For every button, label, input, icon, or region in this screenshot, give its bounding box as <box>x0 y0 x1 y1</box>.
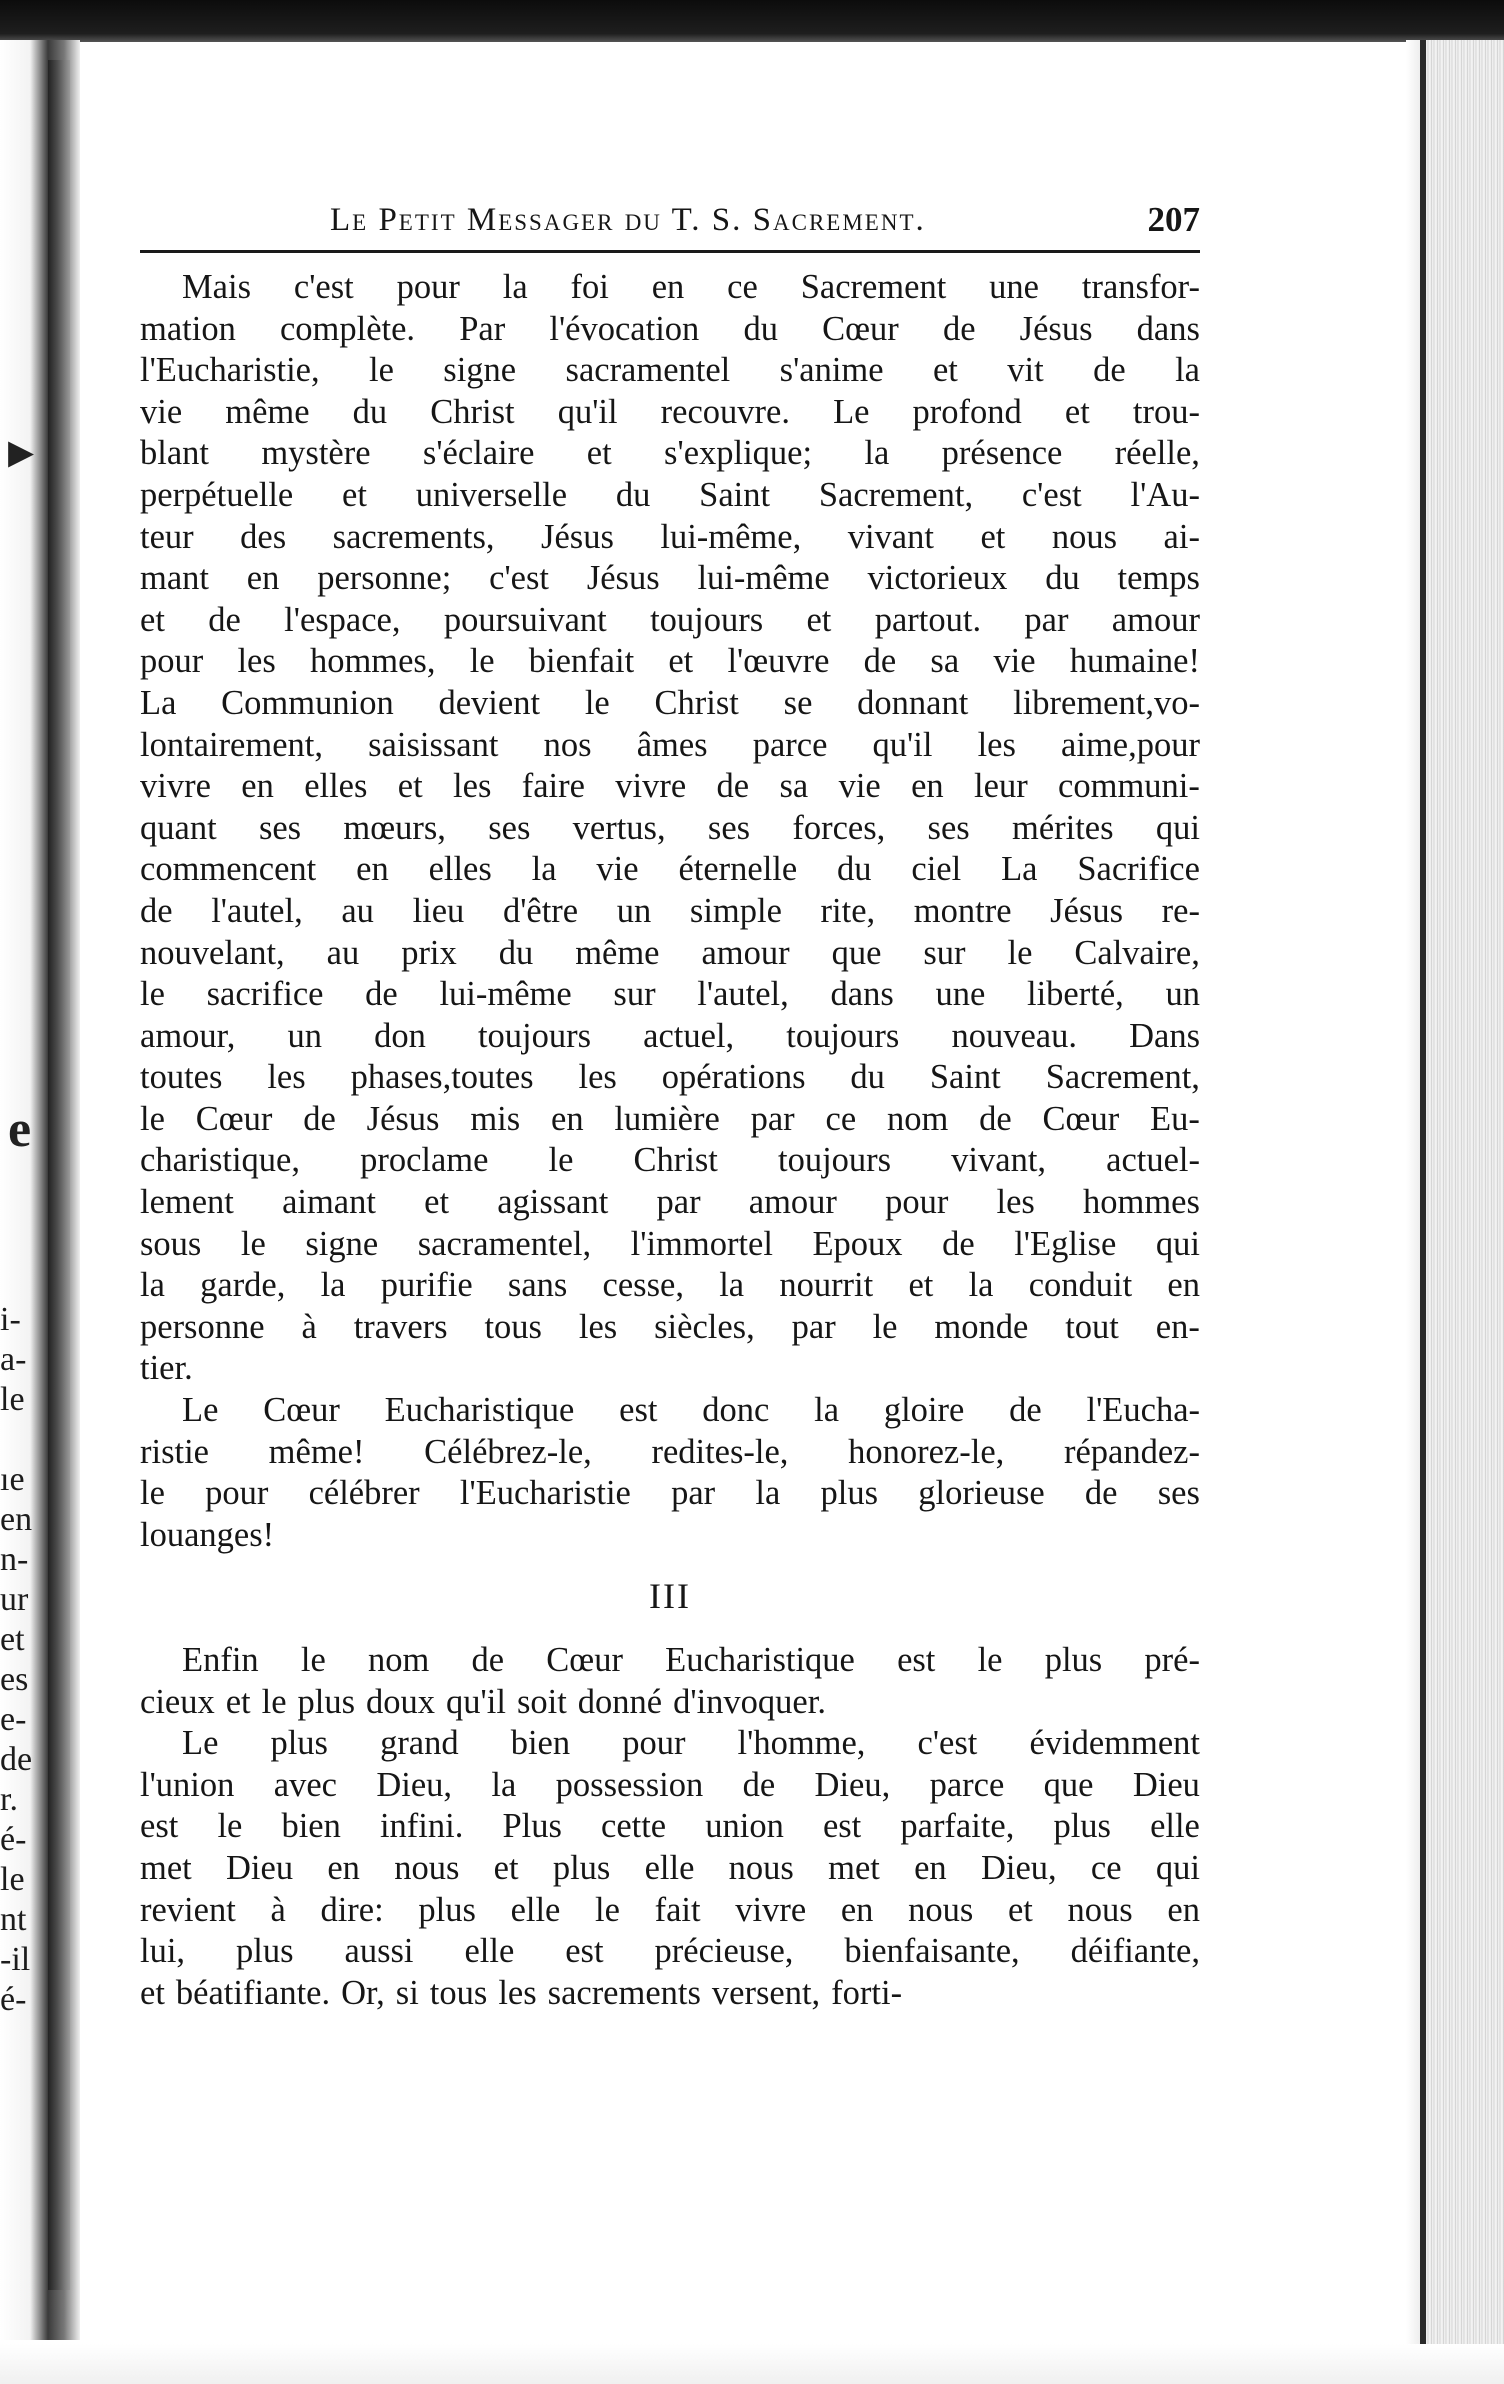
text-line: mant en personne; c'est Jésus lui-même victorieux du temps <box>140 559 1200 598</box>
text-line: le sacrifice de lui-même sur l'autel, dans une liberté, un <box>140 975 1200 1014</box>
text-line: lement aimant et agissant par amour pour les hommes <box>140 1183 1200 1222</box>
text-line: le pour célébrer l'Eucharistie par la plus glorieuse de ses <box>140 1474 1200 1513</box>
text-line: et de l'espace, poursuivant toujours et partout. par amour <box>140 600 1200 639</box>
scan-bottom-edge <box>0 2344 1504 2384</box>
text-line: le Cœur de Jésus mis en lumière par ce nom de Cœur Eu- <box>140 1099 1200 1138</box>
text-line: et béatifiante. Or, si tous les sacrements versent, forti- <box>140 1973 903 2012</box>
text-line: Mais c'est pour la foi en ce Sacrement une transfor- <box>182 268 1200 306</box>
previous-page-fragment: é- <box>0 1821 27 1858</box>
previous-page-fragment: le <box>0 1861 25 1898</box>
paragraph <box>140 1723 1200 2014</box>
text-line: l'Eucharistie, le signe sacramentel s'anime et vit de la <box>140 351 1200 390</box>
text-line: revient à dire: plus elle le fait vivre en nous et nous en <box>140 1890 1200 1929</box>
previous-page-fragment: -il <box>0 1941 31 1978</box>
text-line: La Communion devient le Christ se donnant librement,vo- <box>140 683 1200 722</box>
section-heading: III <box>649 1576 691 1617</box>
previous-page-fragments <box>0 1300 46 2020</box>
text-line: mation complète. Par l'évocation du Cœur de Jésus dans <box>140 309 1200 348</box>
previous-page-fragment: ur <box>0 1581 29 1618</box>
text-line: l'union avec Dieu, la possession de Dieu, parce que Dieu <box>140 1765 1200 1804</box>
text-line: quant ses mœurs, ses vertus, ses forces, ses mérites qui <box>140 808 1200 847</box>
text-line: Enfin le nom de Cœur Eucharistique est le plus pré- <box>182 1641 1200 1679</box>
text-line: vie même du Christ qu'il recouvre. Le profond et trou- <box>140 392 1200 431</box>
body-text <box>140 267 1200 2014</box>
running-head <box>140 190 1200 253</box>
stacked-page-edges <box>1420 40 1504 2384</box>
text-line: blant mystère s'éclaire et s'explique; la présence réelle, <box>140 434 1200 473</box>
previous-page-fragment: de <box>0 1741 33 1778</box>
previous-page-fragment: nt <box>0 1901 27 1938</box>
previous-page-fragment: e- <box>0 1701 27 1738</box>
text-line: nouvelant, au prix du même amour que sur le Calvaire, <box>140 933 1200 972</box>
previous-page-fragment <box>0 1420 46 1460</box>
text-line: louanges! <box>140 1515 275 1554</box>
text-line: amour, un don toujours actuel, toujours nouveau. Dans <box>140 1016 1200 1055</box>
text-line: toutes les phases,toutes les opérations du Saint Sacrement, <box>140 1058 1200 1097</box>
text-line: met Dieu en nous et plus elle nous met en Dieu, ce qui <box>140 1848 1200 1887</box>
page-number: 207 <box>1147 200 1200 239</box>
book-spine-shadow <box>48 60 70 2290</box>
previous-page-fragment: é- <box>0 1981 27 2018</box>
book-page <box>140 190 1200 2014</box>
text-line: ristie même! Célébrez-le, redites-le, honorez-le, répandez- <box>140 1432 1200 1471</box>
scan-top-edge <box>0 0 1504 42</box>
text-line: teur des sacrements, Jésus lui-même, vivant et nous ai- <box>140 517 1200 556</box>
text-line: sous le signe sacramentel, l'immortel Epoux de l'Eglise qui <box>140 1224 1200 1263</box>
text-line: vivre en elles et les faire vivre de sa vie en leur communi- <box>140 767 1200 806</box>
text-line: cieux et le plus doux qu'il soit donné d'invoquer. <box>140 1682 826 1721</box>
text-line: tier. <box>140 1349 193 1388</box>
previous-page-fragment: et <box>0 1621 25 1658</box>
text-line: lontairement, saisissant nos âmes parce qu'il les aime,pour <box>140 725 1200 764</box>
previous-page-fragment: a- <box>0 1341 27 1378</box>
text-line: de l'autel, au lieu d'être un simple rite, montre Jésus re- <box>140 891 1200 930</box>
text-line: Le plus grand bien pour l'homme, c'est évidemment <box>182 1724 1200 1763</box>
text-line: lui, plus aussi elle est précieuse, bienfaisante, déifiante, <box>140 1932 1200 1971</box>
previous-page-mark: e <box>8 1101 32 1158</box>
paragraph <box>140 267 1200 1390</box>
text-line: perpétuelle et universelle du Saint Sacrement, c'est l'Au- <box>140 475 1200 514</box>
text-line: est le bien infini. Plus cette union est parfaite, plus elle <box>140 1807 1200 1846</box>
paragraph <box>140 1390 1200 1556</box>
text-line: Le Cœur Eucharistique est donc la gloire de l'Eucha- <box>182 1391 1200 1430</box>
previous-page-fragment: ıe <box>0 1461 25 1498</box>
text-line: la garde, la purifie sans cesse, la nourrit et la conduit en <box>140 1266 1200 1305</box>
previous-page-fragment: i- <box>0 1301 21 1338</box>
previous-page-fragment: le <box>0 1381 25 1418</box>
previous-page-fragment: n- <box>0 1541 29 1578</box>
previous-page-fragment: en <box>0 1501 33 1538</box>
paragraph <box>140 1640 1200 1723</box>
text-line: pour les hommes, le bienfait et l'œuvre de sa vie humaine! <box>140 642 1200 681</box>
text-line: personne à travers tous les siècles, par le monde tout en- <box>140 1307 1200 1346</box>
text-line: charistique, proclame le Christ toujours vivant, actuel- <box>140 1141 1200 1180</box>
previous-page-mark: ▸ <box>8 423 35 480</box>
previous-page-fragment: r. <box>0 1781 18 1818</box>
text-line: commencent en elles la vie éternelle du ciel La Sacrifice <box>140 850 1200 889</box>
previous-page-fragment: es <box>0 1661 29 1698</box>
running-title: Le Petit Messager du T. S. Sacrement. <box>330 202 926 238</box>
